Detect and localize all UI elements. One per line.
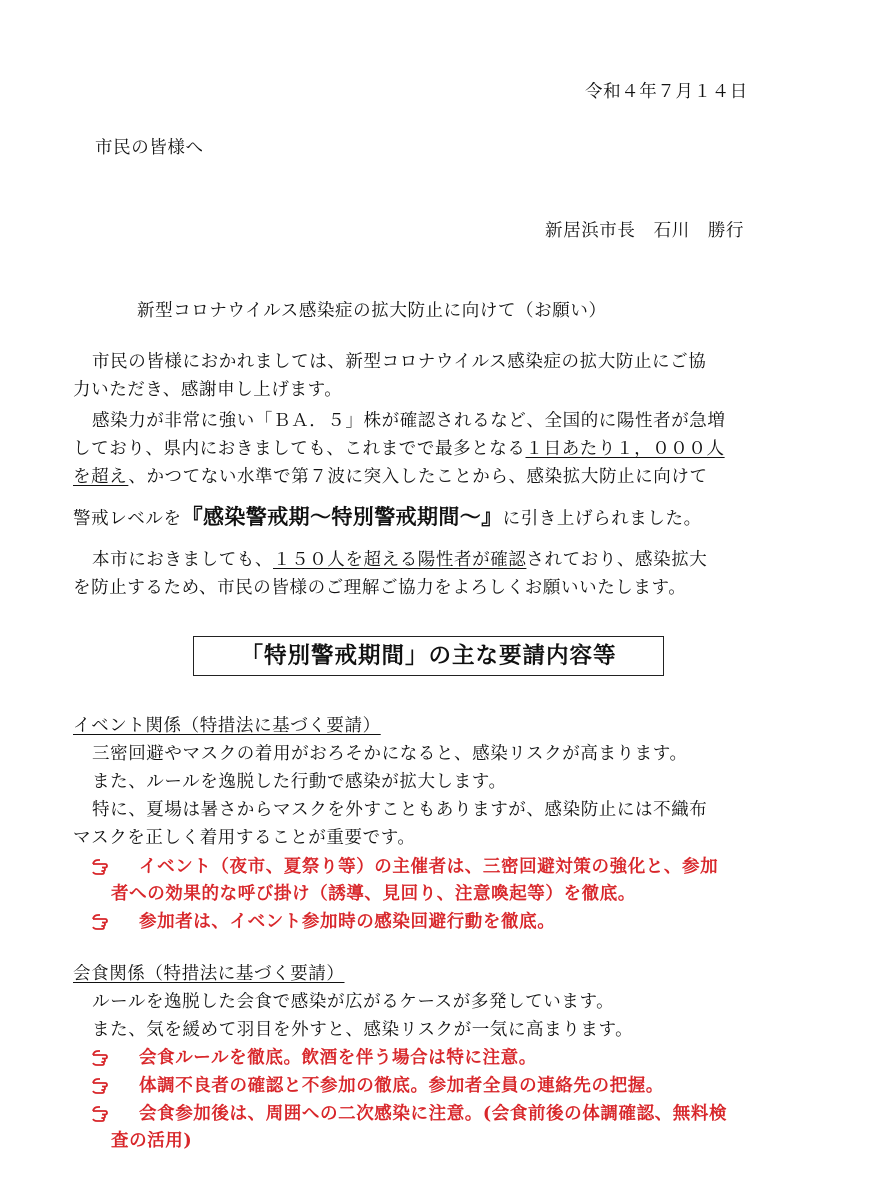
- sender-name: 新居浜市長 石川 勝行: [545, 221, 745, 241]
- intro-paragraph-2-line-4: [73, 505, 702, 531]
- highlight-exceed: を超え: [73, 467, 129, 487]
- intro-paragraph-3-line-2: を防止するため、市民の皆様のご理解ご協力をよろしくお願いいたします。: [73, 578, 687, 598]
- pointing-hand-icon: [91, 1046, 115, 1070]
- events-line-4: マスクを正しく着用することが重要です。: [73, 828, 416, 848]
- alert-level-name: 『感染警戒期～特別警戒期間～』: [181, 505, 503, 529]
- events-bullet-1-line-2: 者への効果的な呼び掛け（誘導、見回り、注意喚起等）を徹底。: [111, 884, 636, 904]
- dining-bullet-1: 会食ルールを徹底。飲酒を伴う場合は特に注意。: [139, 1048, 537, 1068]
- events-line-3: 特に、夏場は暑さからマスクを外すこともありますが、感染防止には不織布: [92, 800, 708, 820]
- intro-paragraph-1-line-1: 市民の皆様におかれましては、新型コロナウイルス感染症の拡大防止にご協: [92, 352, 707, 372]
- intro-paragraph-2-line-3: [73, 465, 708, 489]
- greeting: 市民の皆様へ: [95, 138, 204, 158]
- intro-text: に引き上げられました。: [502, 509, 702, 529]
- intro-paragraph-1-line-2: 力いただき、感謝申し上げます。: [73, 380, 343, 400]
- intro-text: しており、県内におきましても、これまでで最多となる: [73, 439, 526, 459]
- highlight-local-cases: １５０人を超える陽性者が確認: [273, 550, 527, 570]
- events-line-1: 三密回避やマスクの着用がおろそかになると、感染リスクが高まります。: [92, 744, 688, 764]
- requests-box-title: 「特別警戒期間」の主な要請内容等: [193, 636, 664, 676]
- intro-text: されており、感染拡大: [526, 550, 708, 570]
- dining-line-2: また、気を緩めて羽目を外すと、感染リスクが一気に高まります。: [92, 1020, 634, 1040]
- events-bullet-1-line-1: イベント（夜市、夏祭り等）の主催者は、三密回避対策の強化と、参加: [139, 857, 719, 877]
- intro-paragraph-2-line-1: 感染力が非常に強い「ＢＡ．５」株が確認されるなど、全国的に陽性者が急増: [92, 411, 726, 431]
- document-title: 新型コロナウイルス感染症の拡大防止に向けて（お願い）: [137, 301, 607, 321]
- dining-bullet-3-line-2: 査の活用): [111, 1131, 193, 1151]
- intro-text: 本市におきましても、: [92, 550, 273, 570]
- pointing-hand-icon: [91, 1102, 115, 1126]
- events-bullet-2: 参加者は、イベント参加時の感染回避行動を徹底。: [139, 912, 556, 932]
- pointing-hand-icon: [91, 855, 115, 879]
- intro-paragraph-2-line-2: [73, 437, 725, 461]
- dining-line-1: ルールを逸脱した会食で感染が広がるケースが多発しています。: [92, 992, 615, 1012]
- intro-text: 、かつてない水準で第７波に突入したことから、感染拡大防止に向けて: [128, 467, 708, 487]
- pointing-hand-icon: [91, 1074, 115, 1098]
- intro-text: 警戒レベルを: [73, 509, 182, 529]
- pointing-hand-icon: [91, 910, 115, 934]
- events-heading: イベント関係（特措法に基づく要請）: [73, 716, 381, 736]
- dining-heading: 会食関係（特措法に基づく要請）: [73, 964, 345, 984]
- dining-bullet-3-line-1: 会食参加後は、周囲への二次感染に注意。(会食前後の体調確認、無料検: [139, 1104, 728, 1124]
- events-line-2: また、ルールを逸脱した行動で感染が拡大します。: [92, 772, 507, 792]
- document-date: 令和４年７月１４日: [585, 82, 748, 102]
- highlight-daily-cases: １日あたり１，０００人: [525, 439, 725, 459]
- dining-bullet-2: 体調不良者の確認と不参加の徹底。参加者全員の連絡先の把握。: [139, 1076, 664, 1096]
- intro-paragraph-3-line-1: [92, 548, 707, 572]
